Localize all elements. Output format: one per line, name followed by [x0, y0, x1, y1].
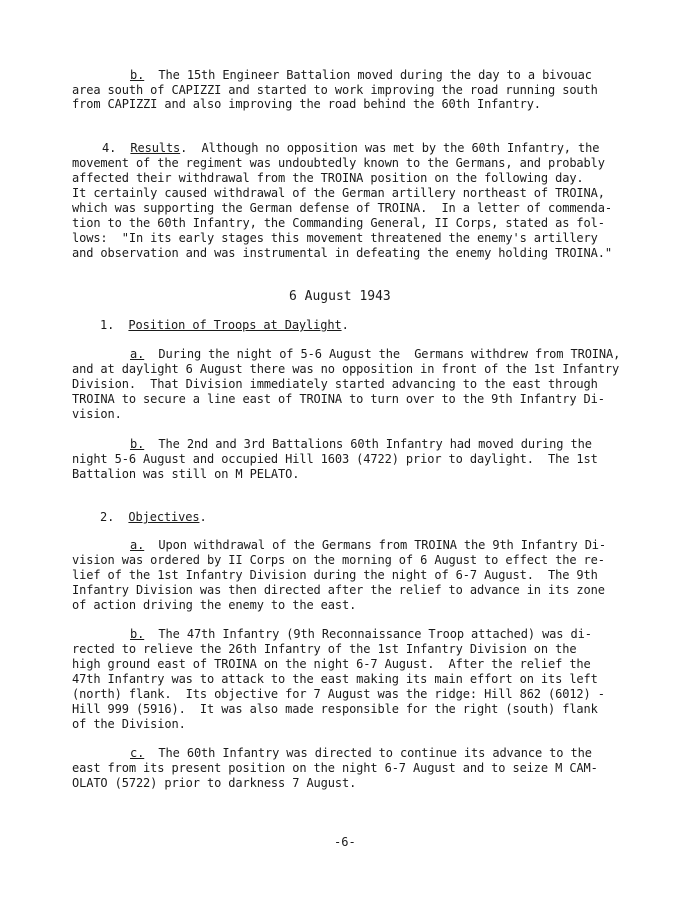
results-heading: Results: [130, 141, 181, 155]
page-number: -6-: [334, 835, 356, 849]
para-2b-line-3: high ground east of TROINA on the night 6-7 August. After the relief the: [72, 657, 591, 671]
para-2a-line-4: Infantry Division was then directed after the relief to advance in its zone: [72, 583, 605, 597]
para-1a-line-5: vision.: [72, 407, 122, 421]
results-line-7: lows: "In its early stages this movement threatened the enemy's artillery: [72, 231, 598, 245]
results-line-8: and observation and was instrumental in defeating the enemy holding TROINA.": [72, 246, 612, 260]
para-1b-line-3: Battalion was still on M PELATO.: [72, 467, 300, 481]
para-2a-line-3: lief of the 1st Infantry Division during the night of 6-7 August. The 9th: [72, 568, 598, 582]
para-label: c.: [130, 746, 145, 760]
para-label: b.: [130, 627, 145, 641]
para-1a-line-1: a. During the night of 5-6 August the Germans withdrew from TROINA,: [130, 347, 621, 361]
para-2b-line-6: Hill 999 (5916). It was also made responsible for the right (south) flank: [72, 702, 598, 716]
para-2c-line-2: east from its present position on the night 6-7 August and to seize M CAM-: [72, 761, 598, 775]
para-2c-line-1: c. The 60th Infantry was directed to continue its advance to the: [130, 746, 592, 760]
results-line-5: which was supporting the German defense of TROINA. In a letter of commenda-: [72, 201, 612, 215]
section-1-title: Position of Troops at Daylight: [128, 318, 342, 332]
para-2b-line-7: of the Division.: [72, 717, 186, 731]
para-b-engineer-line-1: b. The 15th Engineer Battalion moved during the day to a bivouac: [130, 68, 592, 82]
para-label: b.: [130, 437, 145, 451]
para-2a-line-1: a. Upon withdrawal of the Germans from TROINA the 9th Infantry Di-: [130, 538, 607, 552]
para-2c-line-3: OLATO (5722) prior to darkness 7 August.: [72, 776, 357, 790]
para-b-engineer-line-2: area south of CAPIZZI and started to work improving the road running south: [72, 83, 598, 97]
para-1b-line-2: night 5-6 August and occupied Hill 1603 (4722) prior to daylight. The 1st: [72, 452, 598, 466]
results-line-3: affected their withdrawal from the TROINA position on the following day.: [72, 171, 584, 185]
para-2a-line-5: of action driving the enemy to the east.: [72, 598, 357, 612]
section-1-heading: 1. Position of Troops at Daylight.: [100, 318, 349, 332]
results-line-6: tion to the 60th Infantry, the Commanding General, II Corps, stated as fol-: [72, 216, 605, 230]
results-line-1: 4. Results. Although no opposition was met by the 60th Infantry, the: [102, 141, 600, 155]
para-1a-line-3: Division. That Division immediately started advancing to the east through: [72, 377, 598, 391]
section-2-heading: 2. Objectives.: [100, 510, 207, 524]
results-line-4: It certainly caused withdrawal of the German artillery northeast of TROINA,: [72, 186, 605, 200]
para-b-engineer-line-3: from CAPIZZI and also improving the road behind the 60th Infantry.: [72, 97, 541, 111]
section-2-title: Objectives: [128, 510, 200, 524]
para-label: a.: [130, 347, 145, 361]
para-2b-line-1: b. The 47th Infantry (9th Reconnaissance Troop attached) was di-: [130, 627, 592, 641]
para-label: a.: [130, 538, 145, 552]
para-1a-line-2: and at daylight 6 August there was no opposition in front of the 1st Infantry: [72, 362, 620, 376]
date-heading: 6 August 1943: [289, 289, 391, 304]
para-2b-line-4: 47th Infantry was to attack to the east making its main effort on its left: [72, 672, 598, 686]
results-line-2: movement of the regiment was undoubtedly known to the Germans, and probably: [72, 156, 605, 170]
para-1a-line-4: TROINA to secure a line east of TROINA to turn over to the 9th Infantry Di-: [72, 392, 605, 406]
para-2b-line-5: (north) flank. Its objective for 7 August was the ridge: Hill 862 (6012) -: [72, 687, 605, 701]
para-2a-line-2: vision was ordered by II Corps on the morning of 6 August to effect the re-: [72, 553, 605, 567]
para-2b-line-2: rected to relieve the 26th Infantry of the 1st Infantry Division on the: [72, 642, 577, 656]
para-label: b.: [130, 68, 145, 82]
para-1b-line-1: b. The 2nd and 3rd Battalions 60th Infantry had moved during the: [130, 437, 592, 451]
